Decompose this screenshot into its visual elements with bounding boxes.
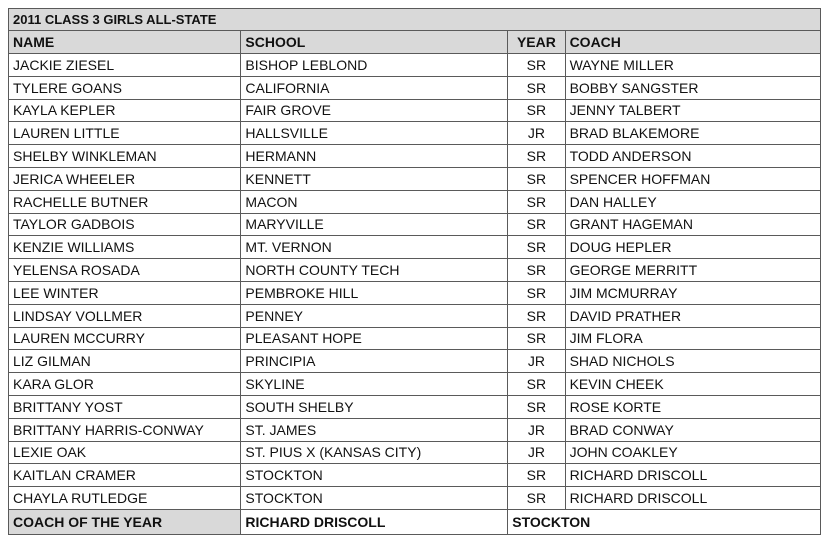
cell-coach: JOHN COAKLEY — [565, 441, 820, 464]
cell-year: SR — [508, 213, 565, 236]
cell-coach: GEORGE MERRITT — [565, 259, 820, 282]
header-row — [9, 31, 821, 54]
column-header-school: SCHOOL — [241, 31, 508, 54]
cell-coach: KEVIN CHEEK — [565, 373, 820, 396]
cell-year: SR — [508, 54, 565, 77]
cell-name: SHELBY WINKLEMAN — [9, 145, 241, 168]
coach-of-year-school: STOCKTON — [508, 509, 821, 534]
table-row — [9, 167, 821, 190]
table-row — [9, 54, 821, 77]
cell-school: MT. VERNON — [241, 236, 508, 259]
cell-year: SR — [508, 76, 565, 99]
column-header-coach: COACH — [565, 31, 820, 54]
cell-name: KAYLA KEPLER — [9, 99, 241, 122]
cell-name: BRITTANY YOST — [9, 395, 241, 418]
cell-school: FAIR GROVE — [241, 99, 508, 122]
table-title: 2011 CLASS 3 GIRLS ALL-STATE — [9, 9, 821, 31]
cell-coach: DAVID PRATHER — [565, 304, 820, 327]
cell-year: SR — [508, 167, 565, 190]
table-row — [9, 145, 821, 168]
cell-name: LAUREN MCCURRY — [9, 327, 241, 350]
table-row — [9, 190, 821, 213]
cell-year: SR — [508, 145, 565, 168]
cell-name: BRITTANY HARRIS-CONWAY — [9, 418, 241, 441]
cell-coach: JENNY TALBERT — [565, 99, 820, 122]
cell-name: KAITLAN CRAMER — [9, 464, 241, 487]
table-row — [9, 122, 821, 145]
cell-school: ST. JAMES — [241, 418, 508, 441]
cell-coach: DOUG HEPLER — [565, 236, 820, 259]
cell-school: CALIFORNIA — [241, 76, 508, 99]
column-header-year: YEAR — [508, 31, 565, 54]
table-row — [9, 418, 821, 441]
cell-name: RACHELLE BUTNER — [9, 190, 241, 213]
cell-school: HERMANN — [241, 145, 508, 168]
cell-name: LAUREN LITTLE — [9, 122, 241, 145]
cell-coach: RICHARD DRISCOLL — [565, 487, 820, 510]
table-row — [9, 76, 821, 99]
cell-coach: RICHARD DRISCOLL — [565, 464, 820, 487]
cell-coach: BOBBY SANGSTER — [565, 76, 820, 99]
cell-school: PEMBROKE HILL — [241, 281, 508, 304]
cell-name: LINDSAY VOLLMER — [9, 304, 241, 327]
table-row — [9, 350, 821, 373]
cell-school: BISHOP LEBLOND — [241, 54, 508, 77]
cell-year: JR — [508, 441, 565, 464]
cell-name: LIZ GILMAN — [9, 350, 241, 373]
cell-name: JERICA WHEELER — [9, 167, 241, 190]
cell-name: LEXIE OAK — [9, 441, 241, 464]
table-row — [9, 441, 821, 464]
cell-year: SR — [508, 395, 565, 418]
cell-school: HALLSVILLE — [241, 122, 508, 145]
cell-name: KARA GLOR — [9, 373, 241, 396]
cell-school: SOUTH SHELBY — [241, 395, 508, 418]
cell-school: SKYLINE — [241, 373, 508, 396]
title-row — [9, 9, 821, 31]
cell-school: STOCKTON — [241, 487, 508, 510]
cell-coach: GRANT HAGEMAN — [565, 213, 820, 236]
coach-of-year-label: COACH OF THE YEAR — [9, 509, 241, 534]
cell-name: TYLERE GOANS — [9, 76, 241, 99]
cell-year: SR — [508, 464, 565, 487]
table-row — [9, 464, 821, 487]
cell-name: JACKIE ZIESEL — [9, 54, 241, 77]
cell-name: CHAYLA RUTLEDGE — [9, 487, 241, 510]
cell-school: ST. PIUS X (KANSAS CITY) — [241, 441, 508, 464]
cell-year: SR — [508, 304, 565, 327]
cell-coach: TODD ANDERSON — [565, 145, 820, 168]
cell-school: PLEASANT HOPE — [241, 327, 508, 350]
cell-name: TAYLOR GADBOIS — [9, 213, 241, 236]
table-row — [9, 327, 821, 350]
cell-name: YELENSA ROSADA — [9, 259, 241, 282]
cell-school: STOCKTON — [241, 464, 508, 487]
cell-name: LEE WINTER — [9, 281, 241, 304]
cell-year: SR — [508, 259, 565, 282]
table-row — [9, 281, 821, 304]
table-row — [9, 236, 821, 259]
cell-school: MACON — [241, 190, 508, 213]
cell-coach: BRAD BLAKEMORE — [565, 122, 820, 145]
cell-year: SR — [508, 236, 565, 259]
cell-year: SR — [508, 99, 565, 122]
cell-year: JR — [508, 122, 565, 145]
cell-coach: JIM MCMURRAY — [565, 281, 820, 304]
all-state-sheet — [8, 8, 821, 535]
table-row — [9, 99, 821, 122]
table-row — [9, 304, 821, 327]
cell-year: SR — [508, 487, 565, 510]
cell-school: KENNETT — [241, 167, 508, 190]
cell-school: MARYVILLE — [241, 213, 508, 236]
cell-year: SR — [508, 281, 565, 304]
cell-coach: BRAD CONWAY — [565, 418, 820, 441]
cell-year: SR — [508, 327, 565, 350]
cell-coach: DAN HALLEY — [565, 190, 820, 213]
coach-of-year-name: RICHARD DRISCOLL — [241, 509, 508, 534]
cell-name: KENZIE WILLIAMS — [9, 236, 241, 259]
cell-year: JR — [508, 418, 565, 441]
table-row — [9, 259, 821, 282]
cell-coach: SHAD NICHOLS — [565, 350, 820, 373]
table-row — [9, 213, 821, 236]
cell-year: SR — [508, 373, 565, 396]
all-state-table — [8, 8, 821, 535]
table-row — [9, 487, 821, 510]
cell-coach: SPENCER HOFFMAN — [565, 167, 820, 190]
cell-school: PENNEY — [241, 304, 508, 327]
cell-coach: ROSE KORTE — [565, 395, 820, 418]
coach-of-year-row — [9, 509, 821, 534]
cell-year: JR — [508, 350, 565, 373]
cell-year: SR — [508, 190, 565, 213]
cell-school: NORTH COUNTY TECH — [241, 259, 508, 282]
cell-coach: JIM FLORA — [565, 327, 820, 350]
cell-school: PRINCIPIA — [241, 350, 508, 373]
table-row — [9, 395, 821, 418]
cell-coach: WAYNE MILLER — [565, 54, 820, 77]
column-header-name: NAME — [9, 31, 241, 54]
table-row — [9, 373, 821, 396]
